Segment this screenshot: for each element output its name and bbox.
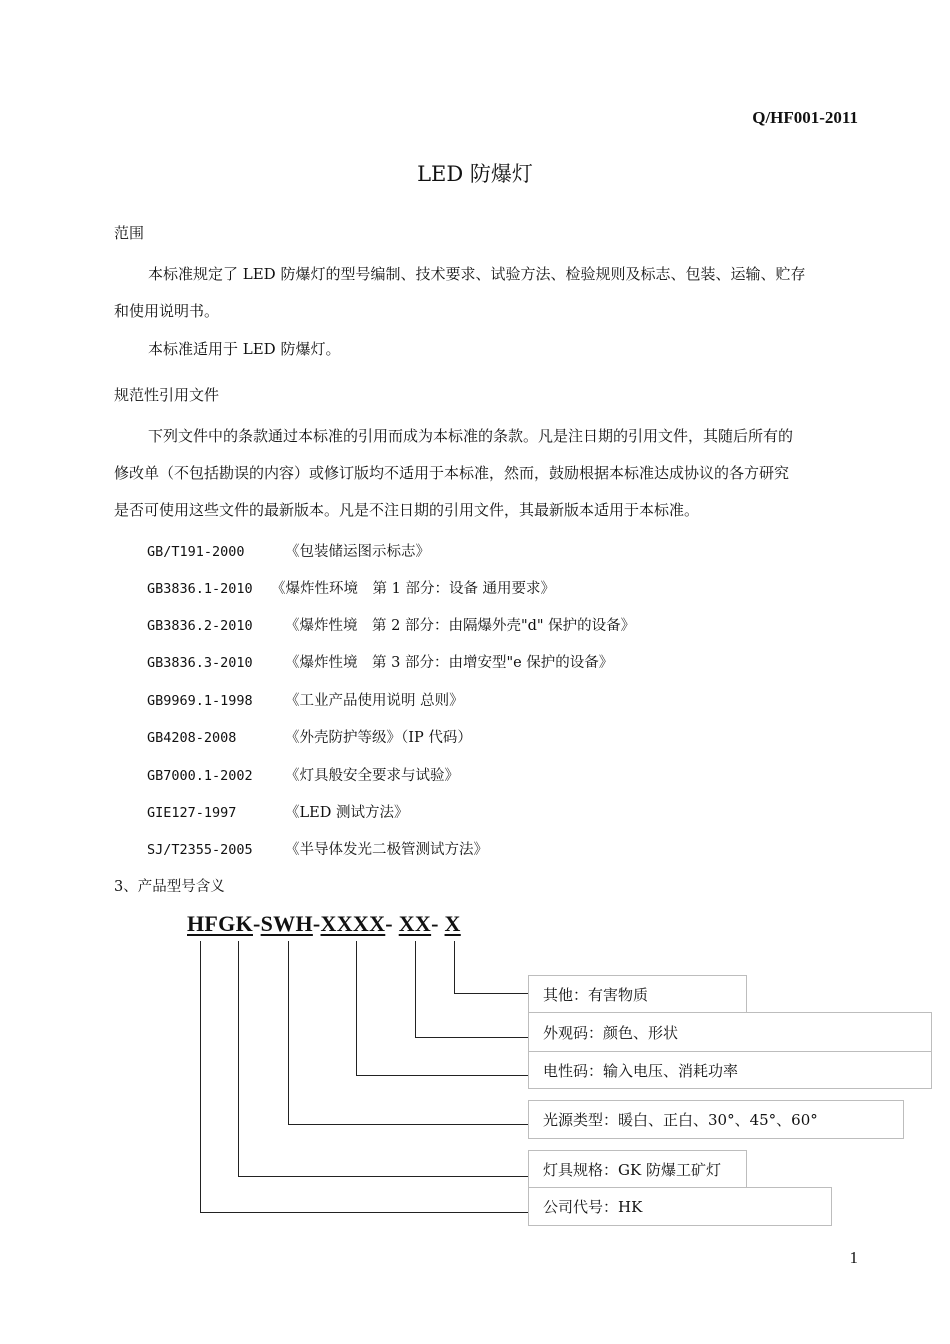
model-separator: - [431, 911, 445, 936]
model-code [187, 911, 461, 937]
scope-paragraph-2 [114, 331, 860, 368]
reference-code: GB4208-2008 [147, 730, 237, 746]
connector-line [356, 941, 357, 1076]
reference-code: GB7000.1-2002 [147, 768, 253, 784]
model-separator: - [385, 911, 399, 936]
reference-code: GB3836.3-2010 [147, 655, 253, 671]
label-electrical-code: 电性码：输入电压、消耗功率 [528, 1051, 932, 1089]
connector-line [200, 941, 201, 1213]
reference-item [147, 689, 464, 710]
reference-title: 《爆炸性境 第 2 部分：由隔爆外壳"d" 保护的设备》 [285, 618, 636, 634]
reference-code: GB9969.1-1998 [147, 693, 253, 709]
references-intro-line2: 修改单（不包括勘误的内容）或修订版均不适用于本标准，然而，鼓励根据本标准达成协议的各方研究 [114, 464, 790, 482]
connector-line [238, 1176, 529, 1177]
page-number: 1 [849, 1248, 858, 1267]
connector-line [288, 941, 289, 1125]
reference-item [147, 614, 635, 635]
reference-code: GB/T191-2000 [147, 544, 245, 560]
reference-item [147, 726, 472, 747]
label-other: 其他：有害物质 [528, 975, 747, 1013]
references-heading: 规范性引用文件 [114, 386, 220, 404]
model-separator: - [312, 911, 321, 936]
reference-title: 《灯具般安全要求与试验》 [285, 768, 459, 784]
connector-line [454, 941, 455, 994]
reference-title: 《包装储运图示标志》 [285, 544, 430, 560]
connector-line [415, 1037, 529, 1038]
reference-item [147, 801, 408, 822]
connector-line [200, 1212, 529, 1213]
scope-p1-line2: 和使用说明书。 [114, 302, 220, 320]
connector-line [288, 1124, 529, 1125]
references-intro-line1: 下列文件中的条款通过本标准的引用而成为本标准的条款。凡是注日期的引用文件，其随后所有的 [148, 427, 794, 445]
model-separator: - [252, 911, 261, 936]
reference-title: 《工业产品使用说明 总则》 [285, 693, 464, 709]
model-part-company: HFGK [187, 911, 253, 936]
reference-item [147, 651, 613, 672]
reference-item [147, 540, 430, 561]
scope-p2-text: 本标准适用于 LED 防爆灯。 [148, 340, 341, 358]
standard-number: Q/HF001-2011 [752, 108, 858, 127]
connector-line [238, 941, 239, 1177]
references-intro-line3: 是否可使用这些文件的最新版本。凡是不注日期的引用文件，其最新版本适用于本标准。 [114, 501, 700, 519]
reference-title: 《半导体发光二极管测试方法》 [285, 842, 488, 858]
label-light-source-type: 光源类型：暖白、正白、30°、45°、60° [528, 1100, 904, 1139]
label-company-code: 公司代号：HK [528, 1187, 832, 1226]
reference-item [147, 577, 555, 598]
reference-code: GB3836.2-2010 [147, 618, 253, 634]
model-part-appearance: XX [398, 911, 432, 936]
reference-item [147, 838, 488, 859]
connector-line [415, 941, 416, 1038]
connector-line [356, 1075, 529, 1076]
label-fixture-spec: 灯具规格：GK 防爆工矿灯 [528, 1150, 747, 1188]
reference-code: GIE127-1997 [147, 805, 237, 821]
connector-line [454, 993, 529, 994]
label-appearance-code: 外观码：颜色、形状 [528, 1012, 932, 1052]
scope-p1-line1: 本标准规定了 LED 防爆灯的型号编制、技术要求、试验方法、检验规则及标志、包装、运输、贮存 [148, 265, 806, 283]
reference-title: 《LED 测试方法》 [285, 805, 409, 821]
reference-code: GB3836.1-2010 [147, 581, 253, 597]
reference-code: SJ/T2355-2005 [147, 842, 253, 858]
reference-title: 《爆炸性境 第 3 部分：由增安型"e 保护的设备》 [285, 655, 614, 671]
scope-heading: 范围 [114, 224, 145, 242]
model-meaning-heading: 3、产品型号含义 [114, 879, 225, 895]
reference-item [147, 764, 459, 785]
document-title: LED 防爆灯 [417, 162, 533, 186]
model-part-light-source: SWH [260, 911, 313, 936]
model-part-electrical: XXXX [320, 911, 386, 936]
model-part-other: X [444, 911, 461, 936]
reference-title: 《外壳防护等级》（IP 代码） [285, 730, 472, 746]
reference-title: 《爆炸性环境 第 1 部分：设备 通用要求》 [271, 581, 556, 597]
scope-paragraph-1 [114, 256, 860, 330]
references-intro [114, 418, 860, 529]
